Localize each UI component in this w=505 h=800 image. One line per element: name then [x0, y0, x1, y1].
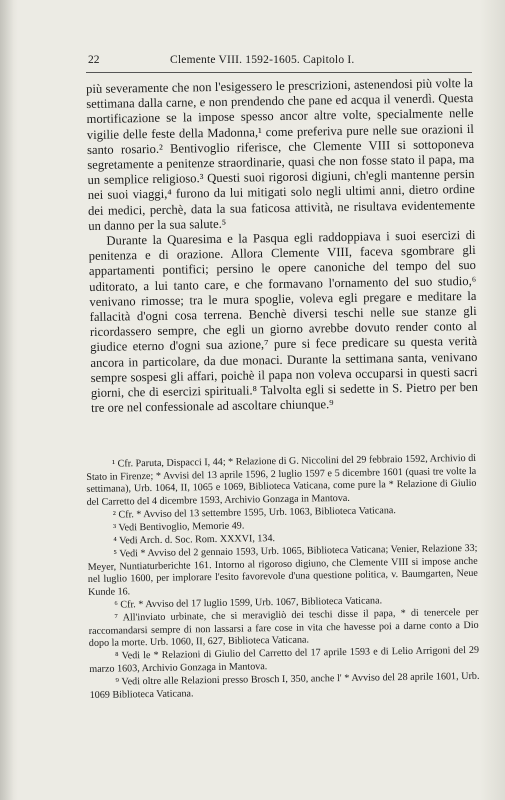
paragraph: Durante la Quaresima e la Pasqua egli raddoppiava i suoi esercizi di penitenza e di orazione. Allora Clemente VIII, faceva sgombrare gli appartamenti pontifici; persino le opere canoniche del tempo del suo uditorato, a lui tanto care, e che formavano l'ornamento del suo studio,⁶ venivano rimosse; tra le mura spoglie, voleva egli pregare e meditare la fallacità d'ogni cosa terrena. Benchè diversi teschi nelle sue stanze gli ricordassero sempre, che egli un giorno avrebbe dovuto render conto al giudice eterno d'ogni sua azione,⁷ pure si fece predicare su questa verità ancora in particolare, da due monaci. Durante la settimana santa, venivano sempre sospesi gli affari, poichè il papa non voleva occuparsi in questi sacri giorni, che di esercizi spirituali.⁸ Talvolta egli si sedette in S. Pietro per ben tre ore nel confessionale ad ascoltare chiunque.⁹ — [88, 227, 478, 416]
running-title: Clemente VIII. 1592-1605. Capitolo I. — [170, 54, 355, 66]
footnote: ⁴ Vedi Arch. d. Soc. Rom. XXXVI, 134. — [113, 533, 276, 547]
footnote: ⁵ Vedi * Avviso del 2 gennaio 1593, Urb. 1065, Biblioteca Vaticana; Venier, Relazione 33; Meyer, Nuntiaturberichte 161. Intorno al rigoroso digiuno, che Clemente VIII si impose anche nel luglio 1600, per implorare l'esito favorevole d'una questione politica, v. Baumgarten, Neue Kunde 16. — [87, 543, 478, 598]
page-number: 22 — [88, 54, 100, 66]
footnote: ⁷ All'inviato urbinate, che si meravigliò dei teschi disse il papa, * di tenercele per raccomandarsi sempre di non lassarsi a fare cose in vita che havesse poi a darne conto a Dio dopo la morte. Urb. 1060, II, 627, Biblioteca Vaticana. — [88, 606, 479, 650]
binding-shadow — [0, 0, 14, 800]
footnote: ⁶ Cfr. * Avviso del 17 luglio 1599, Urb. 1067, Biblioteca Vaticana. — [114, 595, 383, 611]
footnotes — [86, 453, 480, 703]
footnote: ⁹ Vedi oltre alle Relazioni presso Brosch I, 350, anche l' * Avviso del 28 aprile 1601, Urb. 1069 Biblioteca Vaticana. — [89, 670, 480, 701]
header-rule — [86, 72, 472, 73]
footnote: ⁸ Vedi le * Relazioni di Giulio del Carretto del 17 aprile 1593 e di Lelio Arrigoni del 29 marzo 1603, Archivio Gonzaga in Mantova. — [89, 645, 480, 675]
footnote: ² Cfr. * Avviso del 13 settembre 1595, Urb. 1063, Biblioteca Vaticana. — [112, 505, 396, 521]
footnote: ³ Vedi Bentivoglio, Memorie 49. — [113, 520, 245, 534]
page-header — [86, 54, 472, 70]
main-text — [86, 76, 478, 417]
paragraph: più severamente che non l'esigessero le prescrizioni, astenendosi più volte la settimana dalla carne, e non prendendo che pane ed acqua il venerdì. Questa mortificazione se la impose spesso ancor altre volte, specialmente nelle vigilie delle feste della Madonna,¹ come preferiva pure nelle sue orazioni il santo rosario.² Bentivoglio riferisce, che Clemente VIII si sottoponeva segretamente a penitenze straordinarie, quasi che non fosse stato il papa, ma un semplice religioso.³ Questi suoi rigorosi digiuni, ch'egli mantenne persin nei suoi viaggi,⁴ furono da lui mitigati solo negli ultimi anni, dietro ordine dei medici, perchè, data la sua faticosa attività, ne risultava evidentemente un danno per la sua salute.⁵ — [86, 75, 476, 233]
footnote: ¹ Cfr. Paruta, Dispacci I, 44; * Relazione di G. Niccolini del 29 febbraio 1592, Archivio di Stato in Firenze; * Avvisi del 13 aprile 1596, 2 luglio 1597 e 5 dicembre 1601 (quasi tre volte la settimana), Urb. 1064, II, 1065 e 1069, Biblioteca Vaticana, come pure la * Relazione di Giulio del Carretto del 4 dicembre 1593, Archivio Gonzaga in Mantova. — [86, 452, 477, 508]
